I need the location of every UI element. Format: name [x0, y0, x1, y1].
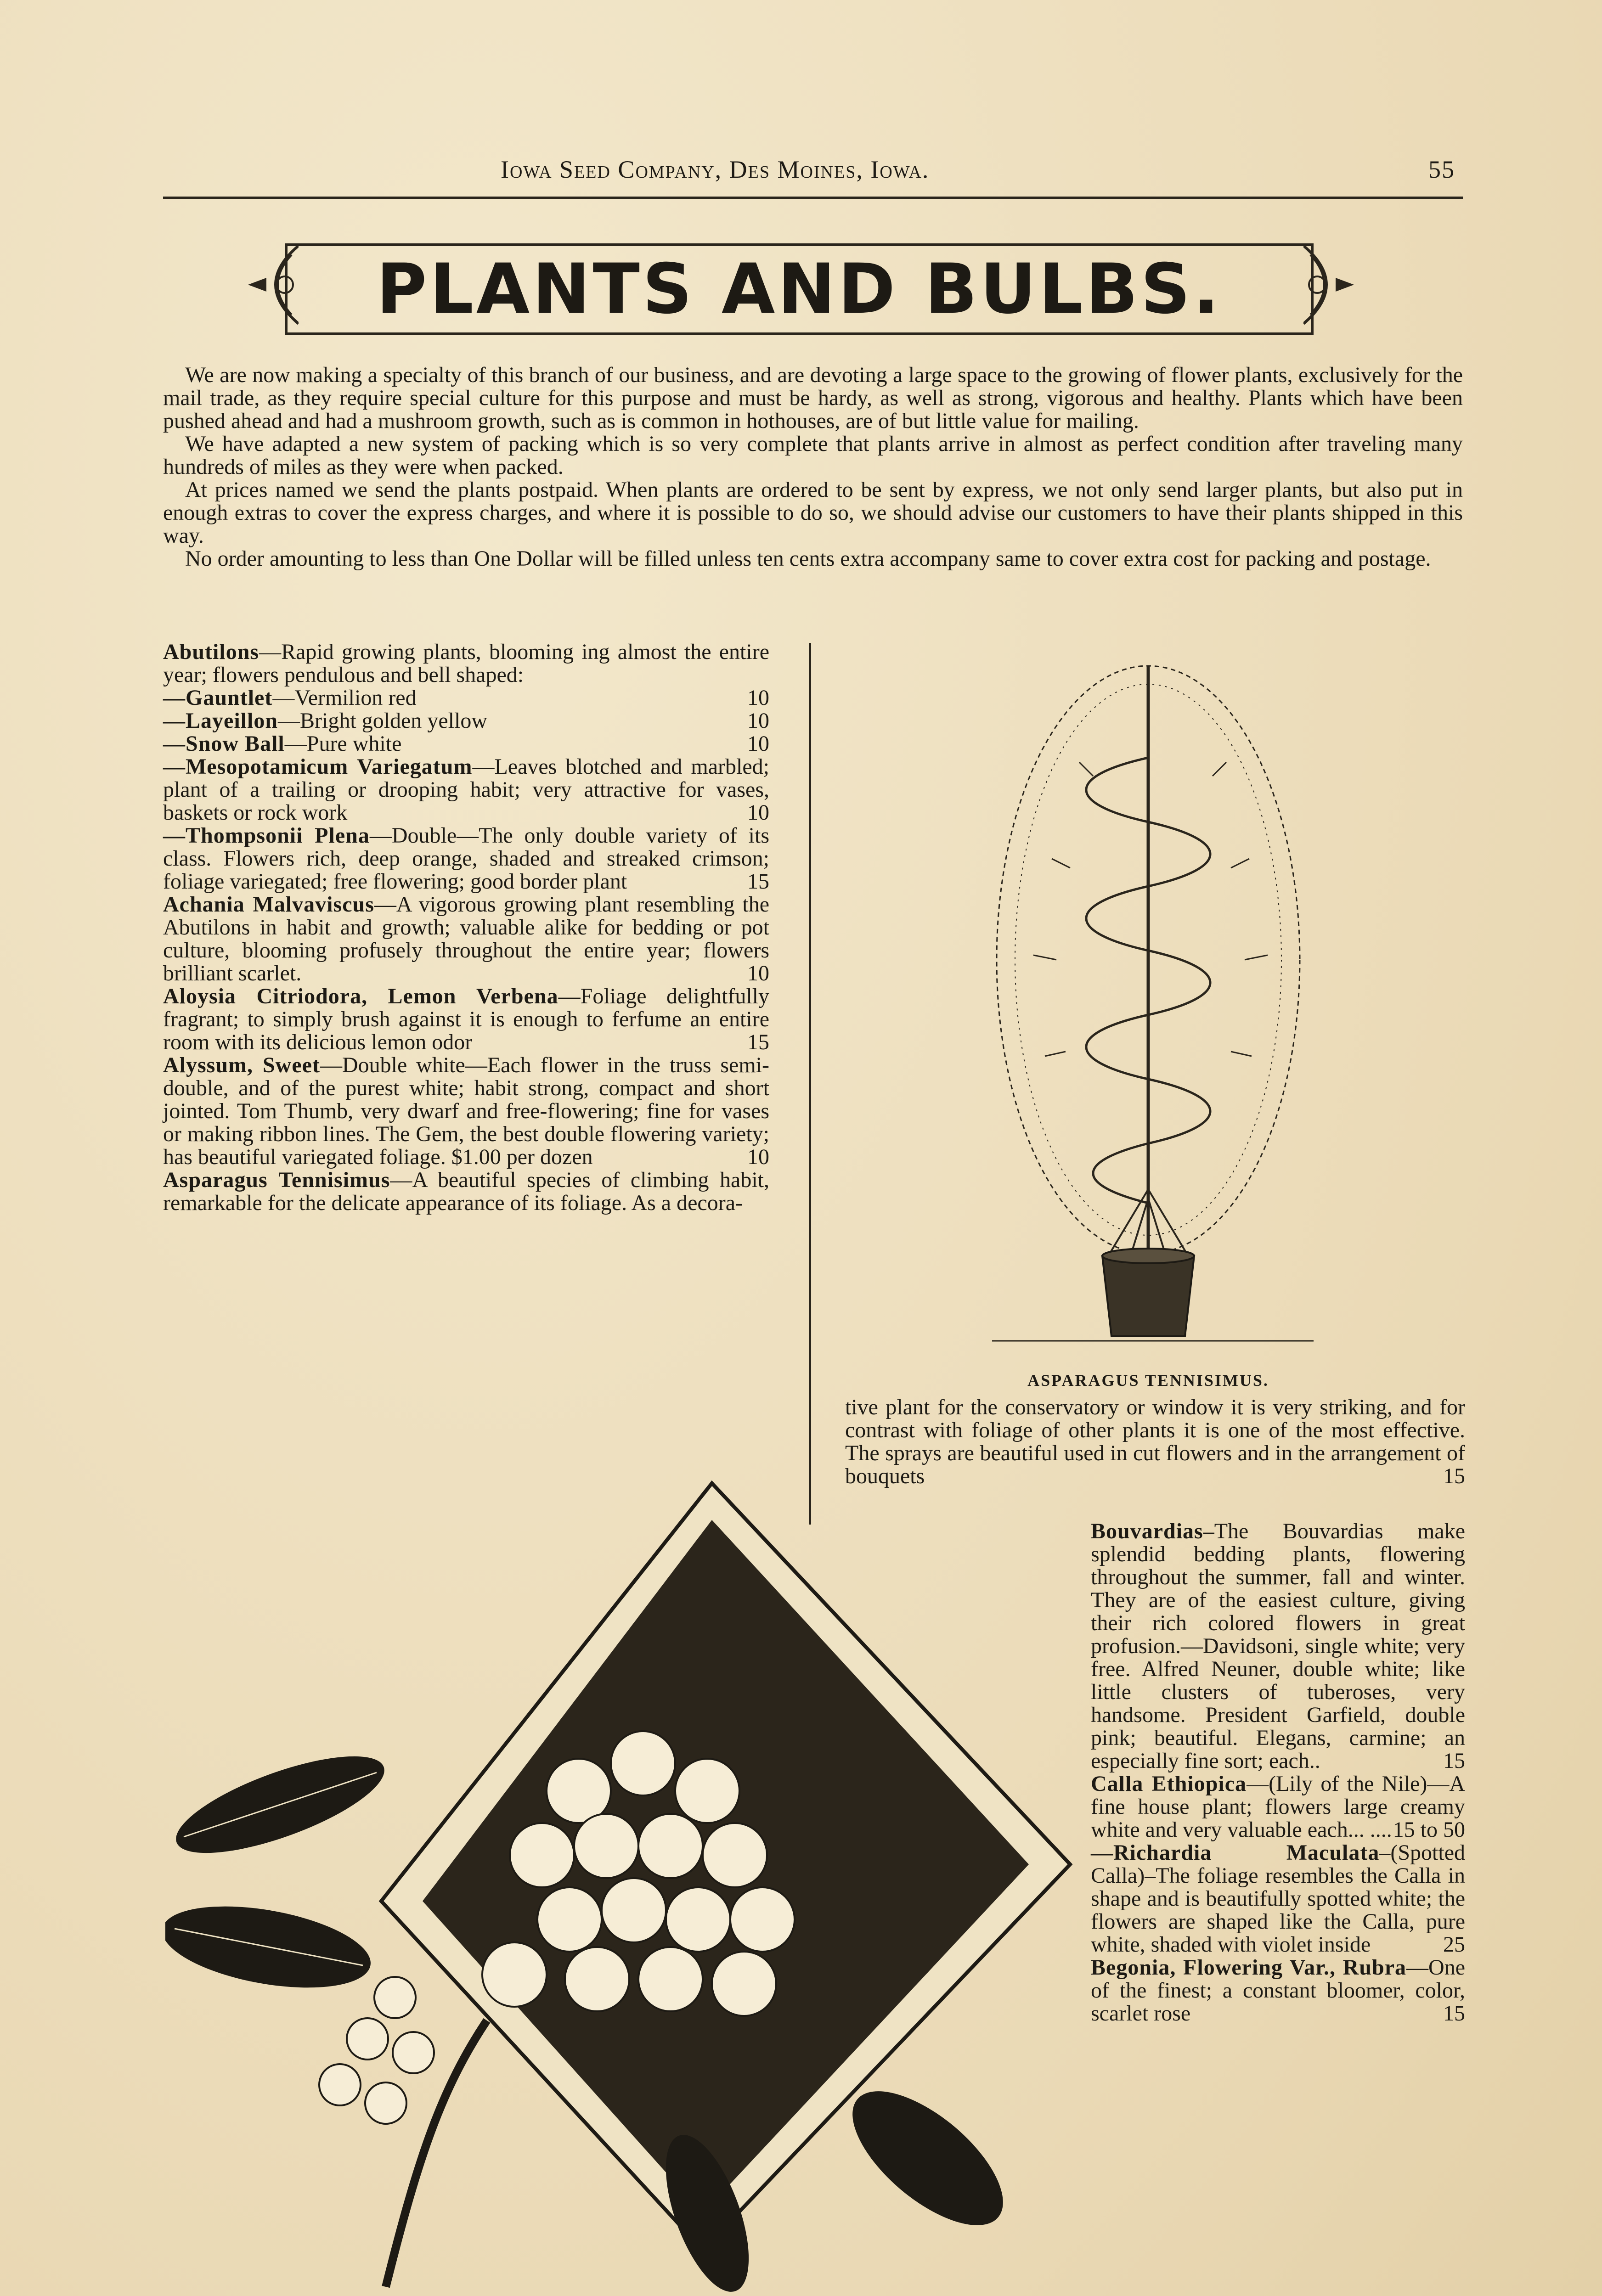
list-item: —Mesopotamicum Variegatum—Leaves blotched and marbled; plant of a trailing or drooping habit; very attractive for vases, baskets or rock work 10	[163, 754, 769, 825]
header-rule	[163, 197, 1463, 199]
asparagus-illustration	[955, 638, 1341, 1359]
list-item: —Thompsonii Plena—Double—The only double variety of its class. Flowers rich, deep orange, shaded and streaked crimson; foliage variegated; free flowering; good border plant 15	[163, 823, 769, 894]
banner-ornament-right	[1303, 241, 1354, 328]
list-item: Aloysia Citriodora, Lemon Verbena—Foliage delightfully fragrant; to simply brush against it is enough to ferfume an entire room with its delicious lemon odor 15	[163, 984, 769, 1054]
list-item: Achania Malvaviscus—A vigorous growing plant resembling the Abutilons in habit and growth; valuable alike for bedding or pot culture, blooming profusely throughout the entire year; flowers brilliant scarlet. 10	[163, 892, 769, 985]
intro-paragraph: No order amounting to less than One Dollar will be filled unless ten cents extra accompany same to cover extra cost for packing and postage.	[185, 546, 1431, 571]
intro-paragraph: At prices named we send the plants postpaid. When plants are ordered to be sent by express, we not only send larger plants, but also put in enough extras to cover the express charges, and where it is possible to do so, we should advise our customers to have their plants shipped in this way.	[163, 478, 1463, 548]
page-number: 55	[1428, 156, 1455, 183]
column-divider	[809, 643, 811, 1525]
intro-block	[163, 364, 1463, 570]
list-item: Calla Ethiopica—(Lily of the Nile)—A fine house plant; flowers large creamy white and very valuable each... .... 15 to 50	[1091, 1772, 1466, 1842]
list-item: 10 —Layeillon—Bright golden yellow	[163, 709, 769, 733]
section-banner	[285, 243, 1314, 335]
list-item: Bouvardias–The Bouvardias make splendid bedding plants, flowering throughout the summer, fall and winter. They are of the easiest culture, giving their rich colored flowers in great profusion.—Davidsoni, single white; very free. Alfred Neuner, double white; like little clusters of tuberoses, very handsome. President Garfield, double pink; beautiful. Elegans, carmine; an especially fine sort; each.. 15	[1091, 1519, 1465, 1773]
list-item: 10 —Gauntlet—Vermilion red	[163, 686, 769, 710]
bouvardia-illustration	[165, 1469, 1075, 2296]
section-title: PLANTS AND BULBS.	[376, 249, 1222, 329]
left-column	[163, 641, 769, 1215]
right-column	[1091, 1520, 1465, 2025]
asparagus-caption: ASPARAGUS TENNISIMUS.	[1027, 1371, 1269, 1390]
continuation-text: tive plant for the conservatory or window it is very striking, and for contrast with foliage of other plants it is one of the most effective. The sprays are beautiful used in cut flowers and in the arrangement of bouquets	[845, 1395, 1465, 1488]
list-item: Alyssum, Sweet—Double white—Each flower in the truss semi-double, and of the purest white; habit strong, compact and short jointed. Tom Thumb, very dwarf and free-flowering; fine for vases or making ribbon lines. The Gem, the best double flowering variety; has beautiful variegated foliage. $1.00 per dozen 10	[163, 1053, 769, 1169]
continuation-price: 15	[1443, 1464, 1465, 1488]
list-item: Abutilons—Rapid growing plants, blooming ing almost the entire year; flowers pendulous and bell shaped:	[163, 640, 769, 687]
list-item: Asparagus Tennisimus—A beautiful species of climbing habit, remarkable for the delicate appearance of its foliage. As a decora-	[163, 1168, 769, 1215]
list-item: —Richardia Maculata–(Spotted Calla)–The foliage resembles the Calla in shape and is beautifully spotted white; the flowers are shaped like the Calla, pure white, shaded with violet inside 25	[1091, 1840, 1465, 1957]
intro-paragraph: We are now making a specialty of this branch of our business, and are devoting a large space to the growing of flower plants, exclusively for the mail trade, as they require special culture for this purpose and must be hardy, as well as strong, vigorous and healthy. Plants which have been pushed ahead and had a mushroom growth, such as is common in hothouses, are of but little value for mailing.	[163, 363, 1463, 433]
intro-paragraph: We have adapted a new system of packing which is so very complete that plants arrive in almost as perfect condition after traveling many hundreds of miles as they were when packed.	[163, 432, 1463, 479]
list-item: 10 —Snow Ball—Pure white	[163, 732, 769, 756]
list-item: Begonia, Flowering Var., Rubra—One of the finest; a constant bloomer, color, scarlet rose 15	[1091, 1955, 1465, 2026]
running-title: Iowa Seed Company, Des Moines, Iowa.	[501, 156, 930, 183]
